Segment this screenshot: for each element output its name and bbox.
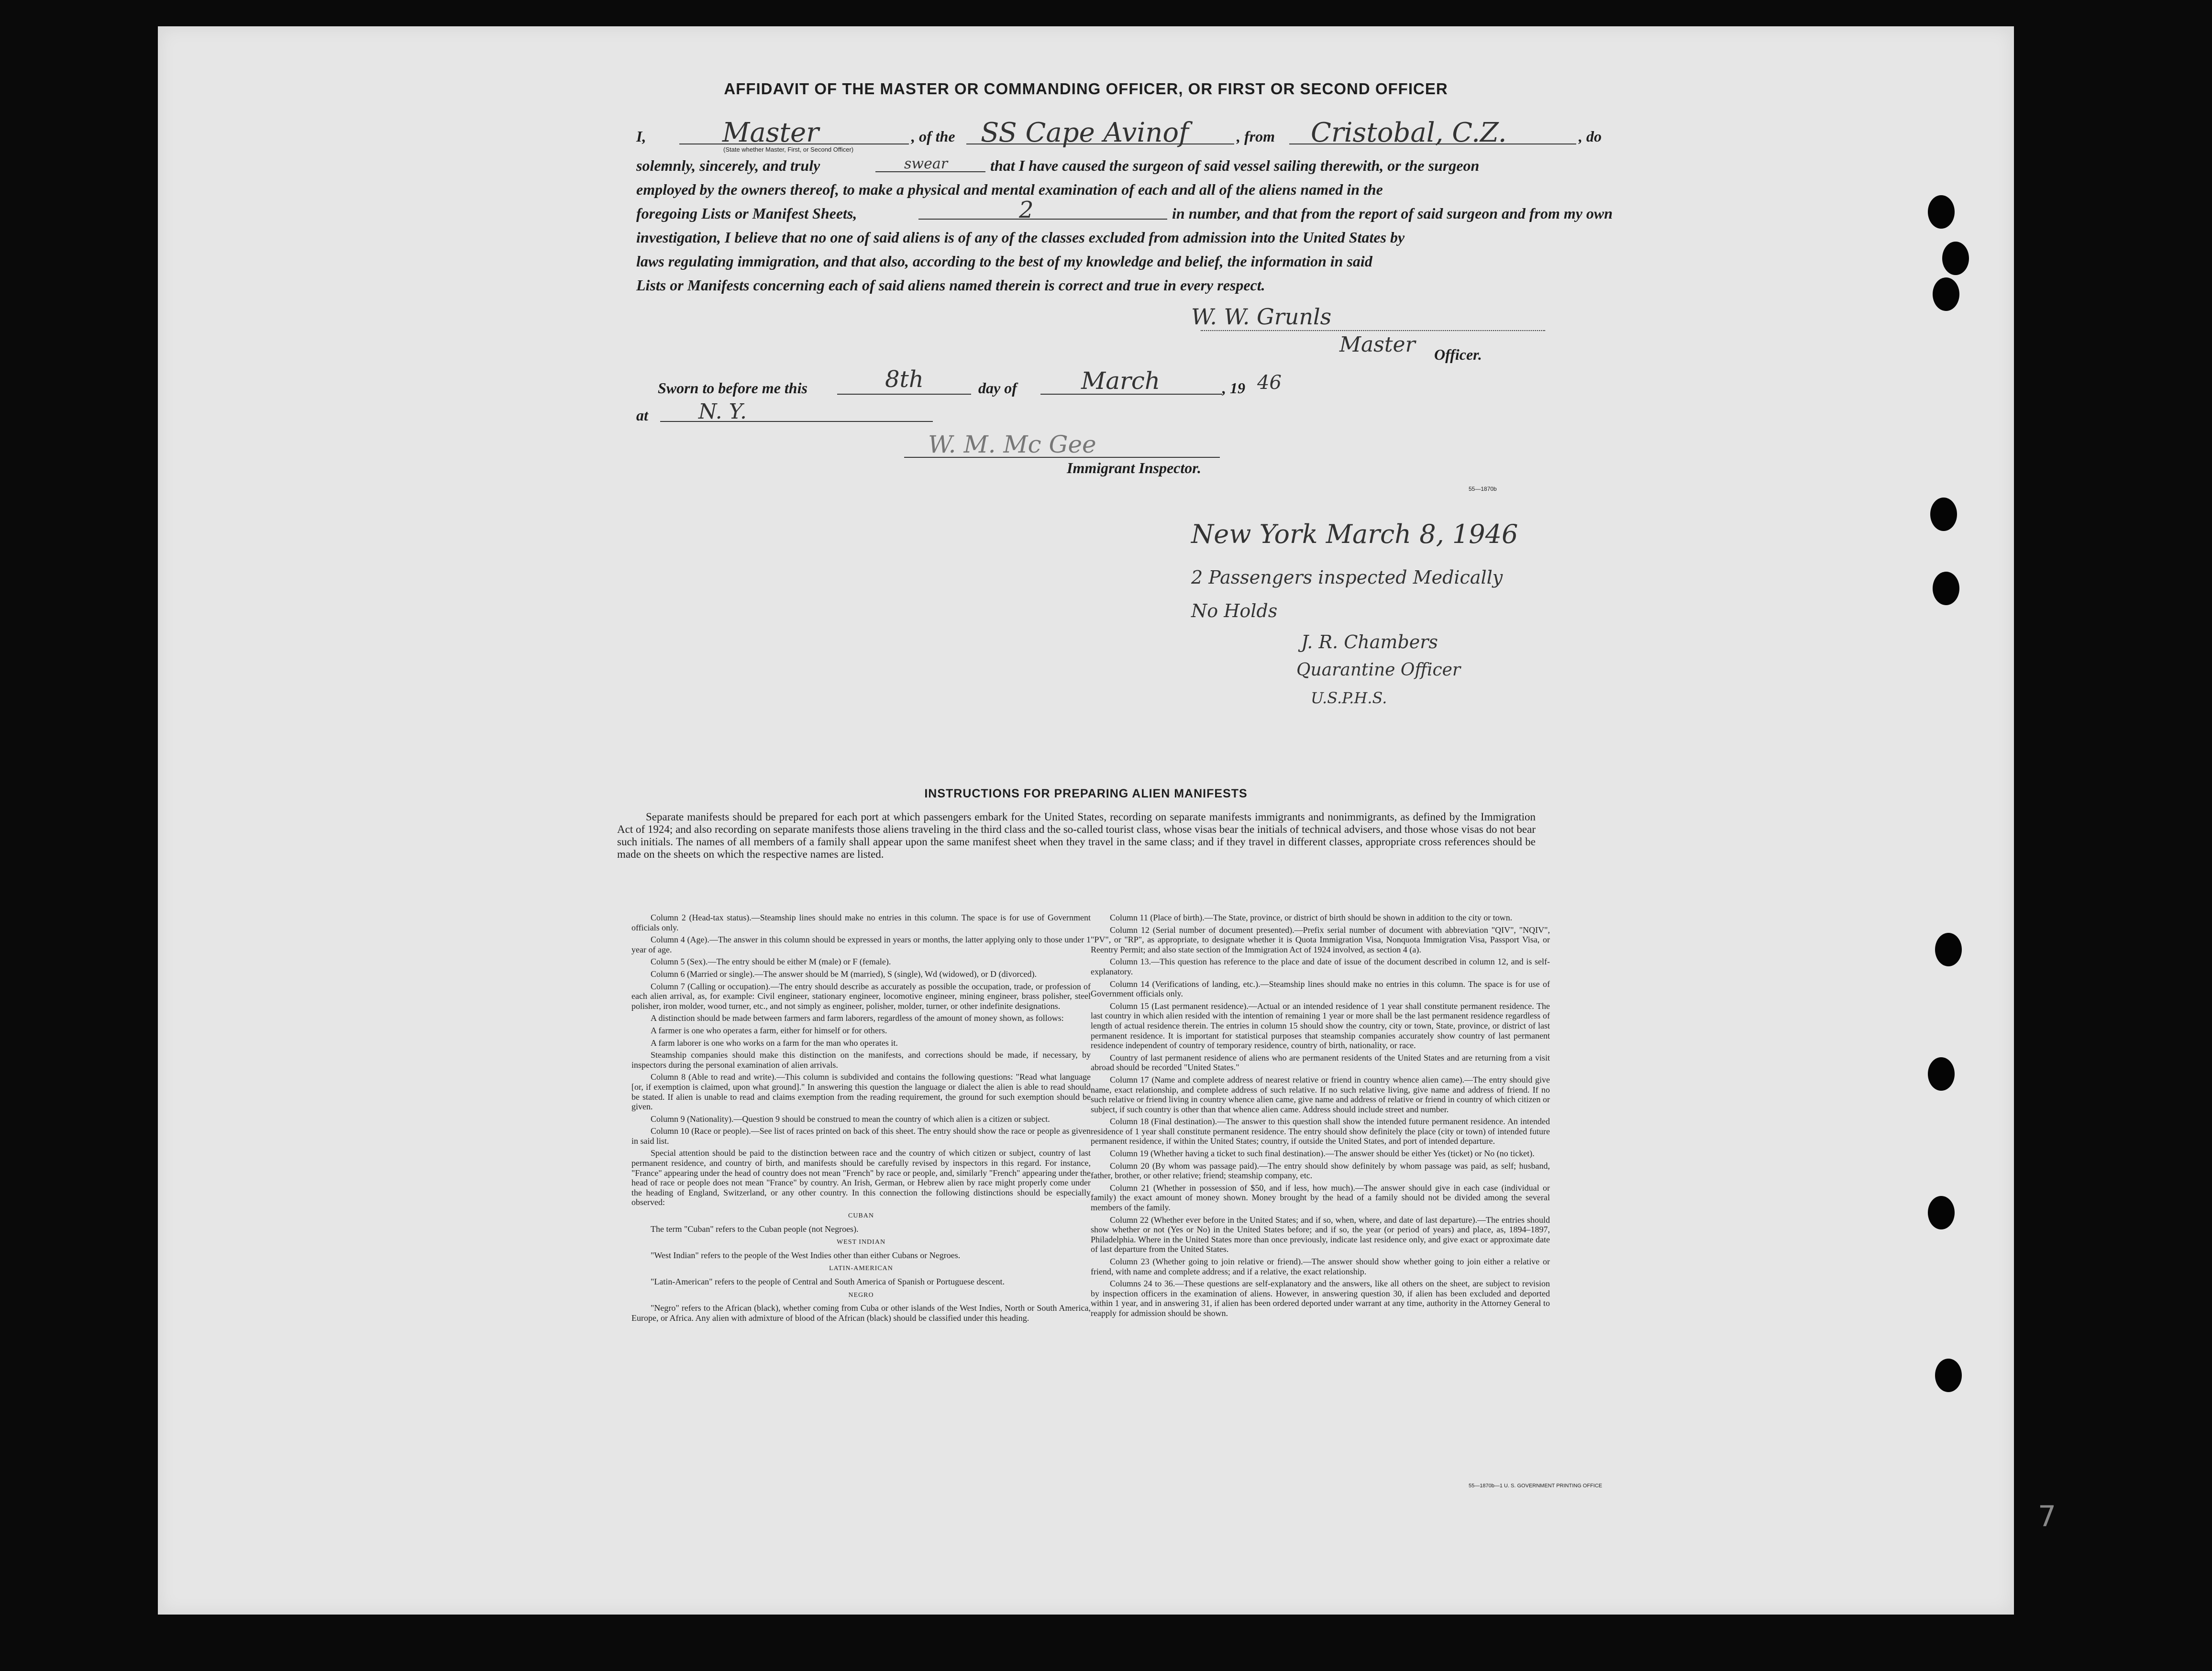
inspector-label: Immigrant Inspector. (1067, 459, 1201, 476)
day-of: day of (978, 379, 1017, 397)
rank-handwritten: Master (722, 117, 819, 148)
right-paragraph: Column 12 (Serial number of document presented).—Prefix serial number of document with abbreviation "QIV", "NQIV", "PV", or "RP", as appropriate, to designate whether it is Quota Immigration Visa, Nonquota Immigration Visa, Passport Visa, or Reentry Permit; and also state section of the Immigration Act of 1924 involved, as section 4 (a). (1091, 925, 1550, 954)
officer-rank-handwritten: Master (1339, 332, 1416, 357)
latin-american-paragraph: "Latin-American" refers to the people of Central and South America of Spanish or Portuguese descent. (651, 1277, 1005, 1286)
sheets-handwritten: 2 (1019, 197, 1034, 223)
instructions-left-column (631, 913, 1091, 1325)
annotation-line2: 2 Passengers inspected Medically (1191, 567, 1503, 588)
left-paragraph: A distinction should be made between farmers and farm laborers, regardless of the amount of money shown, as follows: (651, 1013, 1064, 1023)
right-paragraph: Column 17 (Name and complete address of nearest relative or friend in country whence alien came).—The entry should give name, exact relationship, and complete address of such relative. If no such relative living, give name and address of friend. If no such relative or friend living in country whence alien came, give name and address of relative or friend in country of which citizen or subject, if such country is other than that whence alien came. Address should include street and number. (1091, 1074, 1550, 1114)
printing-office-footer: 55—1870b—1 U. S. GOVERNMENT PRINTING OFFICE (1469, 1483, 1603, 1489)
at-text: at (636, 407, 648, 424)
left-paragraph: Column 4 (Age).—The answer in this column should be expressed in years or months, the latter applying only to those under 1 year of age. (631, 935, 1091, 954)
punch-hole (1928, 1196, 1955, 1229)
left-paragraph: Column 6 (Married or single).—The answer should be M (married), S (single), Wd (widowed), or D (divorced). (651, 969, 1037, 979)
sheets-blank (918, 219, 1167, 220)
affidavit-line4a: foregoing Lists or Manifest Sheets, (636, 205, 857, 222)
affidavit-do: , do (1579, 128, 1602, 145)
month-handwritten: March (1081, 367, 1161, 395)
officer-label: Officer. (1434, 346, 1482, 363)
affidavit-line5: investigation, I believe that no one of said aliens is of any of the classes excluded from admission into the United States by (636, 229, 1405, 246)
right-paragraph: Column 21 (Whether in possession of $50, and if less, how much).—The answer should give in each case (individual or family) the exact amount of money shown. Money brought by the head of a family should not be divided among the several members of the family. (1091, 1183, 1550, 1213)
right-paragraph: Column 15 (Last permanent residence).—Actual or an intended residence of 1 year shall constitute permanent residence. The last country in which alien resided with the intention of remaining 1 year or more shall be the last permanent residence regardless of length of actual residence therein. The entries in column 15 should show the country, city or town, State, province, or district of last permanent residence. It is important for statistical purposes that steamship companies accurately show country of last permanent residence independent of country of temporary residence, country of birth, nationality, or race. (1091, 1001, 1550, 1051)
affidavit-line2a: solemnly, sincerely, and truly (636, 157, 820, 174)
left-paragraph: Column 5 (Sex).—The entry should be either M (male) or F (female). (651, 957, 891, 967)
punch-hole (1930, 498, 1957, 531)
swear-handwritten: swear (904, 155, 948, 172)
rank-caption: (State whether Master, First, or Second Officer) (723, 146, 854, 153)
latin-american-heading: LATIN-AMERICAN (829, 1265, 893, 1273)
master-signature: W. W. Grunls (1191, 304, 1332, 330)
right-paragraph: Column 13.—This question has reference to the place and date of issue of the document described in column 12, and is self-explanatory. (1091, 957, 1550, 976)
left-paragraph: A farm laborer is one who works on a farm for the man who operates it. (651, 1038, 898, 1048)
inspector-signature: W. M. Mc Gee (928, 431, 1096, 458)
document-sheet (158, 26, 2057, 1615)
form-code: 55—1870b (1469, 486, 1497, 492)
right-paragraph: Column 19 (Whether having a ticket to such final destination).—The answer should be either Yes (ticket) or No (no ticket). (1110, 1149, 1535, 1159)
sworn-text: Sworn to before me this (658, 379, 807, 397)
affidavit-line4b: in number, and that from the report of said surgeon and from my own (1172, 205, 1613, 222)
right-paragraph: Columns 24 to 36.—These questions are self-explanatory and the answers, like all others on the sheet, are subject to revision by inspection officers in the examination of aliens. However, in answering question 30, if alien has been excluded and deported within 1 year, and in answering 31, if alien has been ordered deported under warrant at any time, authority in the Attorney General to reapply for admission should be shown. (1091, 1279, 1550, 1318)
right-paragraph: Column 18 (Final destination).—The answer to this question shall show the intended future permanent residence. An intended residence of 1 year shall constitute permanent residence. The entry should show definitely the place (city or town) of intended future permanent residence, if within the United States; country, if outside the United States, and port of intended departure. (1091, 1117, 1550, 1146)
annotation-line4: J. R. Chambers (1301, 631, 1438, 653)
negro-paragraph: "Negro" refers to the African (black), whether coming from Cuba or other islands of the West Indies, North or South America, Europe, or Africa. Any alien with admixture of blood of the African (black) should be classified under this heading. (631, 1303, 1091, 1323)
punch-hole (1935, 933, 1962, 966)
annotation-line1: New York March 8, 1946 (1191, 519, 1518, 549)
right-paragraph: Column 20 (By whom was passage paid).—The entry should show definitely by whom passage was paid, as self; husband, father, brother, or other relative; friend; steamship company, etc. (1091, 1161, 1550, 1181)
right-paragraph: Country of last permanent residence of aliens who are permanent residents of the United States and are returning from a visit abroad should be recorded "United States." (1091, 1052, 1550, 1073)
affidavit-line3: employed by the owners thereof, to make a physical and mental examination of each and all of the aliens named in the (636, 181, 1383, 198)
cuban-heading: CUBAN (848, 1212, 874, 1220)
left-paragraph: Column 7 (Calling or occupation).—The entry should describe as accurately as possible the occupation, trade, or profession of each alien arrival, as, for example: Civil engineer, stationary engineer, locomotive engineer, mining engineer, brass polisher, steel polisher, iron molder, wood turner, etc., and not simply as engineer, polisher, molder, turner, or other indefinite designations. (631, 981, 1091, 1011)
west-indian-heading: WEST INDIAN (836, 1239, 886, 1246)
affidavit-line7: Lists or Manifests concerning each of said aliens named therein is correct and true in every respect. (636, 277, 1265, 294)
instructions-right-column (1091, 913, 1550, 1321)
right-paragraph: Column 23 (Whether going to join relative or friend).—The answer should show whether going to join either a relative or friend, with name and complete address; and if a relative, the exact relationship. (1091, 1257, 1550, 1276)
right-paragraph: Column 22 (Whether ever before in the United States; and if so, when, where, and date of last departure).—The entries should show whether or not (Yes or No) in the United States before; and if so, the year (or period of years) and place, as, 1894–1897, Philadelphia. Where in the United States more than once previously, indicate last residence only, and give exact or approximate date of last departure from the United States. (1091, 1215, 1550, 1254)
day-blank (837, 394, 971, 395)
affidavit-title: AFFIDAVIT OF THE MASTER OR COMMANDING OFFICER, OR FIRST OR SECOND OFFICER (724, 80, 1448, 98)
port-handwritten: Cristobal, C.Z. (1311, 117, 1507, 148)
left-paragraph: Column 8 (Able to read and write).—This column is subdivided and contains the following questions: "Read what language [or, if exemption is claimed, upon what ground]." In answering this question the language or dialect the alien is able to read should be stated. If alien is unable to read and claims exemption from the reading requirement, the ground for such exemption should be given. (631, 1072, 1091, 1112)
west-indian-paragraph: "West Indian" refers to the people of the West Indies other than either Cubans or Negroes. (651, 1250, 961, 1260)
right-paragraph: Column 14 (Verifications of landing, etc.).—Steamship lines should make no entries in this column. The space is for use of Government officials only. (1091, 979, 1550, 999)
affidavit-of-the: , of the (911, 128, 955, 145)
right-paragraph: Column 11 (Place of birth).—The State, province, or district of birth should be shown in addition to the city or town. (1110, 913, 1513, 922)
affidavit-line6: laws regulating immigration, and that also, according to the best of my knowledge and belief, the information in said (636, 253, 1372, 270)
punch-hole (1935, 1359, 1962, 1392)
left-paragraph: Steamship companies should make this distinction on the manifests, and corrections should be made, if necessary, by inspectors during the personal examination of alien arrivals. (631, 1050, 1091, 1070)
punch-hole (1933, 277, 1959, 311)
left-paragraph: Column 9 (Nationality).—Question 9 should be construed to mean the country of which alien is a citizen or subject. (651, 1114, 1050, 1124)
place-handwritten: N. Y. (698, 399, 747, 424)
day-handwritten: 8th (885, 366, 924, 393)
year-handwritten: 46 (1257, 372, 1282, 394)
punch-hole (1928, 195, 1955, 229)
instructions-title: INSTRUCTIONS FOR PREPARING ALIEN MANIFESTS (924, 787, 1248, 800)
punch-hole (1933, 572, 1959, 605)
left-paragraph: Column 2 (Head-tax status).—Steamship lines should make no entries in this column. The space is for use of Government officials only. (631, 913, 1091, 932)
signature-line (1201, 330, 1545, 331)
affidavit-line2b: that I have caused the surgeon of said vessel sailing therewith, or the surgeon (990, 157, 1480, 174)
affidavit-i: I, (636, 128, 646, 145)
annotation-line3: No Holds (1191, 600, 1278, 621)
affidavit-from: , from (1237, 128, 1275, 145)
punch-hole (1942, 242, 1969, 275)
vessel-handwritten: SS Cape Avinof (981, 117, 1189, 148)
negro-heading: NEGRO (848, 1291, 874, 1299)
annotation-line6: U.S.P.H.S. (1311, 689, 1387, 707)
year-prefix: , 19 (1222, 379, 1245, 397)
punch-hole (1928, 1057, 1955, 1091)
annotation-line5: Quarantine Officer (1296, 660, 1461, 680)
left-paragraph: Column 10 (Race or people).—See list of races printed on back of this sheet. The entry should show the race or people as given in said list. (631, 1126, 1091, 1146)
margin-mark: 7 (2038, 1500, 2057, 1533)
left-paragraph: Special attention should be paid to the distinction between race and the country of which citizen or subject, country of last permanent residence, and country of birth, and manifests should be carefully revised by inspectors in this regard. For instance, "France" appearing under the head of country does not mean "French" by race or people, and, similarly "French" appearing under the head of race or people does not mean "France" by country. An Irish, German, or Hebrew alien by race might properly come under the heading of England, Switzerland, or any other country. In this connection the following distinctions should be especially observed: (631, 1148, 1091, 1207)
instructions-intro: Separate manifests should be prepared for each port at which passengers embark for the United States, recording on separate manifests immigrants and nonimmigrants, as defined by the Immigration Act of 1924; and also recording on separate manifests those aliens traveling in the third class and the so-called tourist class, whose visas bear the initials of technical advisers, and those whose visas do not bear such initials. The names of all members of a family shall appear upon the same manifest sheet when they travel in the same class; and if they travel in different classes, appropriate cross references should be made on the sheets on which the respective names are listed. (617, 811, 1536, 860)
left-paragraph: A farmer is one who operates a farm, either for himself or for others. (651, 1025, 887, 1035)
cuban-paragraph: The term "Cuban" refers to the Cuban people (not Negroes). (651, 1224, 859, 1234)
